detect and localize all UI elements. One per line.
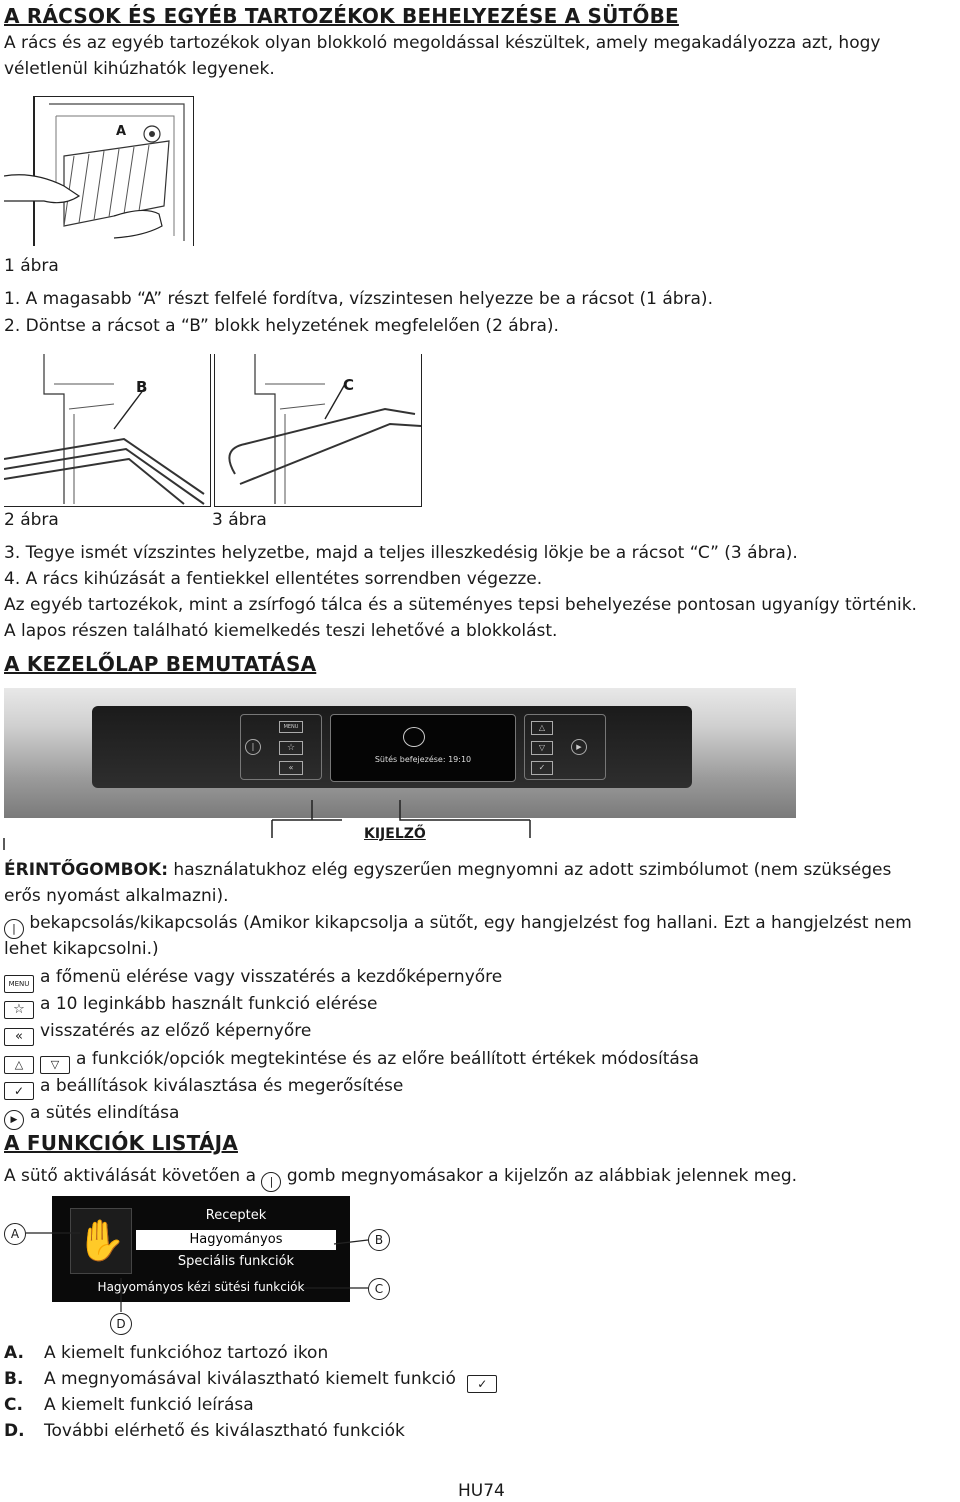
control-panel-glass <box>92 706 692 788</box>
panel-back-button[interactable]: « <box>279 761 303 775</box>
menu-item-recipes[interactable]: Receptek <box>205 1208 267 1223</box>
intro-text: A rács és az egyéb tartozékok olyan blokkoló megoldással készültek, amely megakadályozza azt, hogy <box>4 33 881 53</box>
favourites-desc: a 10 leginkább használt funkció elérése <box>40 994 378 1014</box>
section-title-control-panel: A KEZELŐLAP BEMUTATÁSA <box>4 652 317 676</box>
page-number: HU74 <box>458 1481 505 1501</box>
star-icon: ☆ <box>4 1001 34 1019</box>
figure-2-caption: 2 ábra <box>4 510 59 530</box>
callout-c: C <box>368 1278 390 1300</box>
menu-item-traditional-selected[interactable]: Hagyományos <box>136 1230 336 1250</box>
callout-b: B <box>368 1229 390 1251</box>
blocking-note: A lapos részen található kiemelkedés teszi lehetővé a blokkolást. <box>4 621 558 641</box>
legend-key: A. <box>4 1343 24 1363</box>
up-down-desc: a funkciók/opciók megtekintése és az előre beállított értékek módosítása <box>76 1049 700 1069</box>
figure-1-caption: 1 ábra <box>4 256 59 276</box>
legend-text: A kiemelt funkció leírása <box>44 1395 254 1415</box>
back-icon: « <box>4 1028 34 1046</box>
section-title-functions: A FUNKCIÓK LISTÁJA <box>4 1131 238 1155</box>
menu-desc: a főmenü elérése vagy visszatérés a kezdőképernyőre <box>40 967 503 987</box>
menu-item-special[interactable]: Speciális funkciók <box>177 1254 295 1269</box>
play-icon: ▶ <box>4 1110 24 1130</box>
right-button-cluster <box>524 714 606 780</box>
legend-item-c <box>4 1392 254 1418</box>
display-chicken-icon <box>403 727 425 747</box>
figure-3-rack-inserted <box>214 354 422 507</box>
panel-start-button[interactable]: ▶ <box>571 739 587 755</box>
touch-buttons-paragraph <box>4 857 891 883</box>
menu-description: Hagyományos kézi sütési funkciók <box>97 1280 305 1294</box>
legend-key: B. <box>4 1369 24 1389</box>
touch-buttons-label: ÉRINTŐGOMBOK: <box>4 860 169 880</box>
section-title-racks: A RÁCSOK ÉS EGYÉB TARTOZÉKOK BEHELYEZÉSE A SÜTŐBE <box>4 4 679 28</box>
step-3: 3. Tegye ismét vízszintes helyzetbe, majd a teljes illeszkedésig lökje be a rácsot “C” (3 ábra). <box>4 543 798 563</box>
power-icon: | <box>4 919 24 939</box>
back-row <box>4 1018 311 1046</box>
panel-down-button[interactable]: ▽ <box>531 741 553 755</box>
ok-desc: a beállítások kiválasztása és megerősítése <box>40 1076 404 1096</box>
touch-buttons-desc: használatukhoz elég egyszerűen megnyomni az adott szimbólumot (nem szükséges <box>168 860 892 880</box>
menu-icon: MENU <box>4 975 34 993</box>
power-desc: bekapcsolás/kikapcsolás (Amikor kikapcsolja a sütőt, egy hangjelzést fog hallani. Ezt a hangjelzést nem <box>24 913 912 933</box>
accessories-note: Az egyéb tartozékok, mint a zsírfogó tálca és a süteményes tepsi behelyezése pontosan ugyanígy történik. <box>4 595 917 615</box>
legend-key: C. <box>4 1395 23 1415</box>
functions-intro-after: gomb megnyomásakor a kijelzőn az alábbiak jelennek meg. <box>281 1166 798 1186</box>
checkmark-icon: ✓ <box>4 1082 34 1100</box>
figure-1-oven-rack <box>4 96 194 251</box>
legend-item-a <box>4 1340 328 1366</box>
left-button-cluster <box>240 714 322 780</box>
functions-intro <box>4 1163 797 1192</box>
callout-a: A <box>4 1223 26 1245</box>
touch-buttons-desc-cont: erős nyomást alkalmazni). <box>4 886 229 906</box>
step-1: 1. A magasabb “A” részt felfelé fordítva, vízszintesen helyezze be a rácsot (1 ábra). <box>4 289 713 309</box>
figure-2-rack-tilted <box>4 354 211 507</box>
start-row <box>4 1100 179 1130</box>
panel-menu-button[interactable]: MENU <box>279 721 303 733</box>
step-4: 4. A rács kihúzását a fentiekkel ellentétes sorrendben végezze. <box>4 569 543 589</box>
legend-text: A megnyomásával kiválasztható kiemelt funkció <box>44 1369 456 1389</box>
panel-ok-button[interactable]: ✓ <box>531 761 553 775</box>
intro-text-cont: véletlenül kihúzhatók legyenek. <box>4 59 275 79</box>
hand-icon: ✋ <box>76 1218 126 1264</box>
favourites-row <box>4 991 378 1019</box>
ok-row <box>4 1073 403 1100</box>
down-arrow-icon: ▽ <box>40 1056 70 1074</box>
panel-display <box>330 714 516 782</box>
figure-2-marker-b: B <box>136 378 148 396</box>
back-desc: visszatérés az előző képernyőre <box>40 1021 312 1041</box>
figure-3-caption: 3 ábra <box>212 510 267 530</box>
display-label: KIJELZŐ <box>364 826 426 842</box>
legend-text: A kiemelt funkcióhoz tartozó ikon <box>44 1343 329 1363</box>
power-icon-inline: | <box>261 1172 281 1192</box>
up-arrow-icon: △ <box>4 1056 34 1074</box>
legend-item-b <box>4 1366 503 1393</box>
figure-1-marker-a: A <box>116 124 127 139</box>
legend-text: További elérhető és kiválasztható funkciók <box>44 1421 405 1441</box>
legend-item-d <box>4 1418 405 1444</box>
power-row <box>4 910 912 939</box>
power-desc-cont: lehet kikapcsolni.) <box>4 939 159 959</box>
callout-d: D <box>110 1313 132 1335</box>
step-2: 2. Döntse a rácsot a “B” blokk helyzetének megfelelően (2 ábra). <box>4 316 559 336</box>
panel-favourites-button[interactable]: ☆ <box>279 741 303 755</box>
panel-up-button[interactable]: △ <box>531 721 553 735</box>
legend-key: D. <box>4 1421 25 1441</box>
display-end-time: Sütés befejezése: 19:10 <box>374 755 472 764</box>
callout-lines <box>0 1196 400 1346</box>
menu-row <box>4 964 502 993</box>
panel-power-button[interactable]: | <box>245 739 261 755</box>
figure-3-marker-c: C <box>343 376 355 394</box>
functions-intro-before: A sütő aktiválását követően a <box>4 1166 262 1186</box>
start-desc: a sütés elindítása <box>30 1103 180 1123</box>
up-down-row <box>4 1046 699 1074</box>
checkmark-icon: ✓ <box>467 1375 497 1393</box>
